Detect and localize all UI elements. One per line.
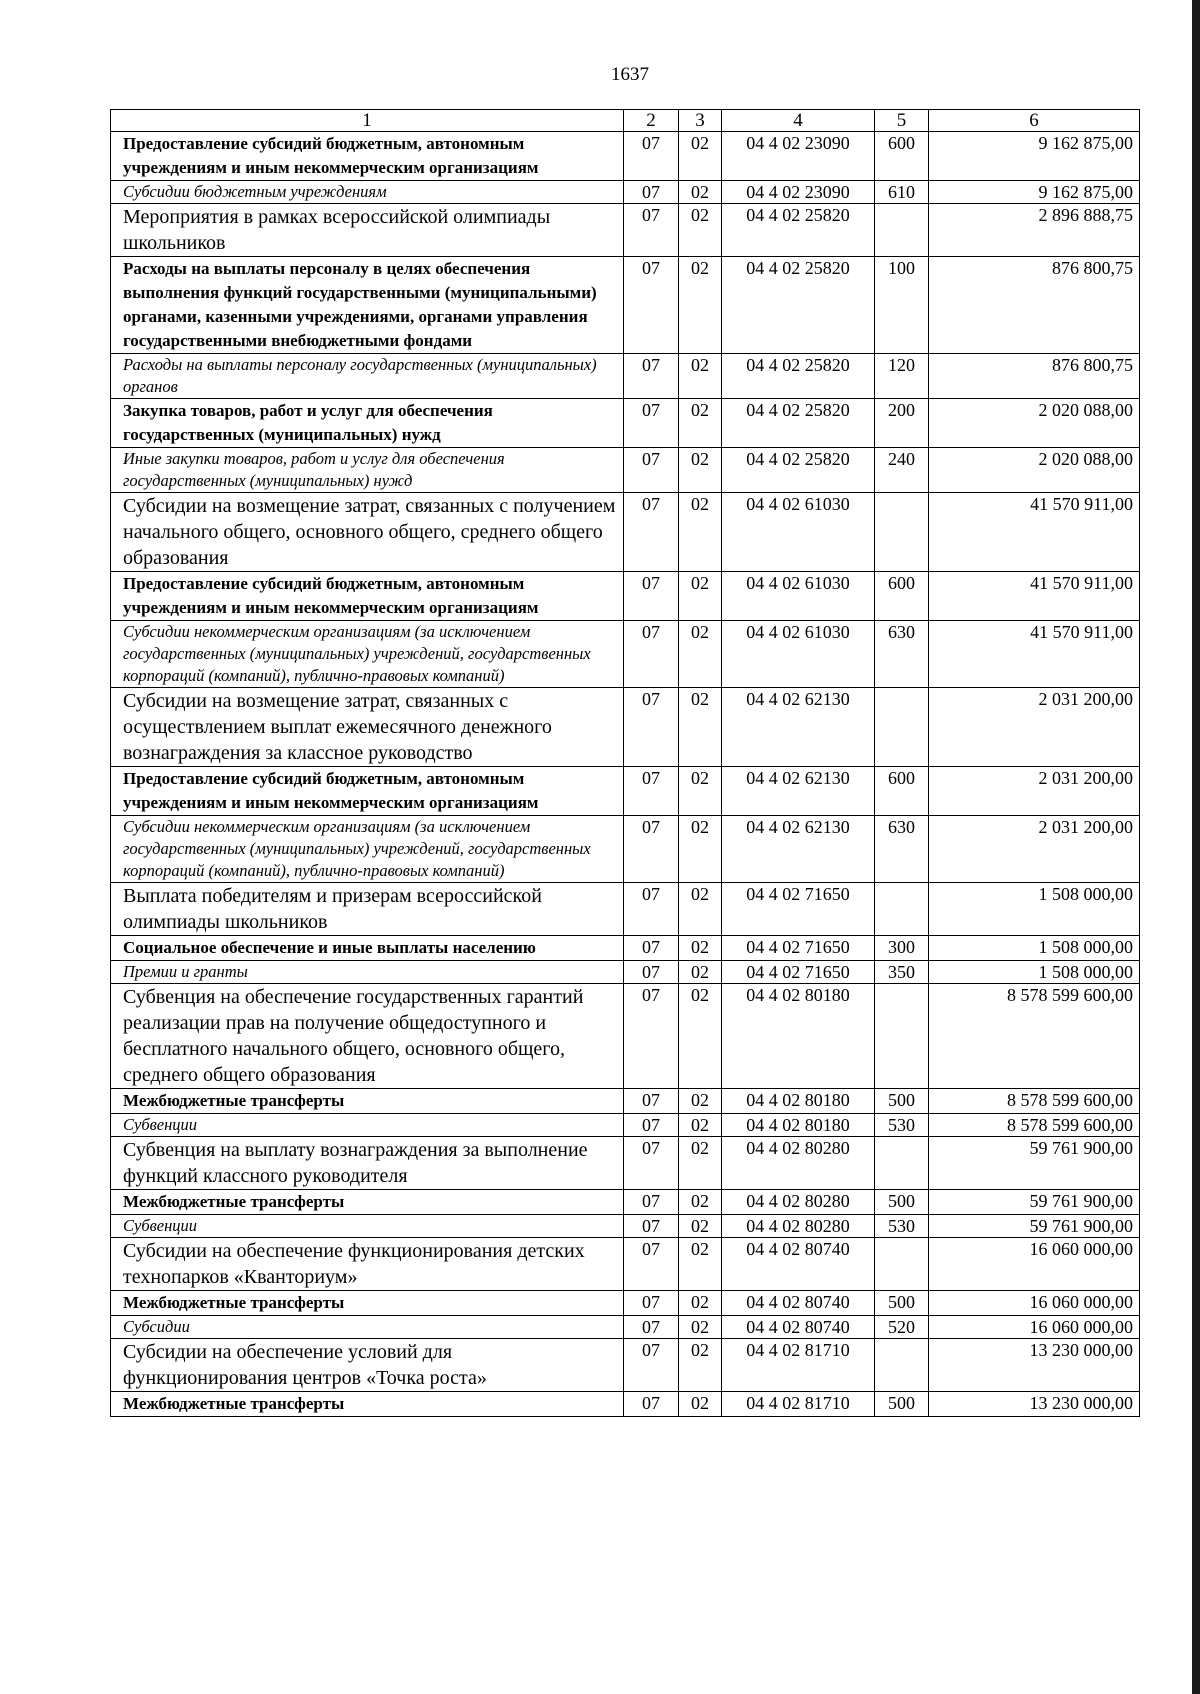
table-body xyxy=(111,132,1140,1417)
page-number: 1637 xyxy=(611,64,649,85)
expense-type-cell xyxy=(875,493,929,572)
amount-cell: 59 761 900,00 xyxy=(929,1190,1140,1215)
row-name-cell: Субвенции xyxy=(111,1114,624,1137)
expense-type-cell: 350 xyxy=(875,961,929,984)
amount-cell: 2 896 888,75 xyxy=(929,204,1140,257)
target-article-cell: 04 4 02 80180 xyxy=(722,1089,875,1114)
amount-cell: 13 230 000,00 xyxy=(929,1392,1140,1417)
expense-type-cell: 240 xyxy=(875,448,929,493)
amount-cell: 41 570 911,00 xyxy=(929,493,1140,572)
table-row xyxy=(111,399,1140,448)
row-name-cell: Иные закупки товаров, работ и услуг для обеспечения государственных (муниципальных) нужд xyxy=(111,448,624,493)
subsection-code-cell: 02 xyxy=(679,493,722,572)
section-code-cell: 07 xyxy=(624,767,679,816)
subsection-code-cell: 02 xyxy=(679,621,722,688)
table-row xyxy=(111,1316,1140,1339)
row-name-cell: Закупка товаров, работ и услуг для обеспечения государственных (муниципальных) нужд xyxy=(111,399,624,448)
table-row xyxy=(111,688,1140,767)
amount-cell: 2 031 200,00 xyxy=(929,767,1140,816)
amount-cell: 8 578 599 600,00 xyxy=(929,1089,1140,1114)
target-article-cell: 04 4 02 80280 xyxy=(722,1190,875,1215)
amount-cell: 9 162 875,00 xyxy=(929,181,1140,204)
section-code-cell: 07 xyxy=(624,1114,679,1137)
amount-cell: 16 060 000,00 xyxy=(929,1316,1140,1339)
row-name-cell: Предоставление субсидий бюджетным, автономным учреждениям и иным некоммерческим организациям xyxy=(111,767,624,816)
subsection-code-cell: 02 xyxy=(679,1137,722,1190)
subsection-code-cell: 02 xyxy=(679,1089,722,1114)
table-row xyxy=(111,493,1140,572)
section-code-cell: 07 xyxy=(624,1137,679,1190)
section-code-cell: 07 xyxy=(624,1392,679,1417)
row-name-cell: Субвенция на обеспечение государственных гарантий реализации прав на получение общедоступного и бесплатного начального общего, основного общего, среднего общего образования xyxy=(111,984,624,1089)
table-row xyxy=(111,1114,1140,1137)
section-code-cell: 07 xyxy=(624,354,679,399)
section-code-cell: 07 xyxy=(624,688,679,767)
section-code-cell: 07 xyxy=(624,204,679,257)
subsection-code-cell: 02 xyxy=(679,767,722,816)
row-name-cell: Выплата победителям и призерам всероссийской олимпиады школьников xyxy=(111,883,624,936)
section-code-cell: 07 xyxy=(624,883,679,936)
row-name-cell: Межбюджетные трансферты xyxy=(111,1291,624,1316)
table-row xyxy=(111,984,1140,1089)
expense-type-cell: 600 xyxy=(875,572,929,621)
section-code-cell: 07 xyxy=(624,572,679,621)
target-article-cell: 04 4 02 80180 xyxy=(722,984,875,1089)
row-name-cell: Межбюджетные трансферты xyxy=(111,1089,624,1114)
amount-cell: 59 761 900,00 xyxy=(929,1215,1140,1238)
table-row xyxy=(111,1339,1140,1392)
target-article-cell: 04 4 02 71650 xyxy=(722,961,875,984)
expense-type-cell: 530 xyxy=(875,1215,929,1238)
scan-right-edge xyxy=(1192,0,1200,1694)
target-article-cell: 04 4 02 80740 xyxy=(722,1316,875,1339)
expense-type-cell: 610 xyxy=(875,181,929,204)
amount-cell: 59 761 900,00 xyxy=(929,1137,1140,1190)
expense-type-cell xyxy=(875,883,929,936)
header-row xyxy=(111,110,1140,132)
section-code-cell: 07 xyxy=(624,961,679,984)
table-row xyxy=(111,1291,1140,1316)
subsection-code-cell: 02 xyxy=(679,883,722,936)
amount-cell: 2 031 200,00 xyxy=(929,688,1140,767)
row-name-cell: Расходы на выплаты персоналу государственных (муниципальных) органов xyxy=(111,354,624,399)
expense-type-cell: 630 xyxy=(875,816,929,883)
subsection-code-cell: 02 xyxy=(679,572,722,621)
table-row xyxy=(111,961,1140,984)
section-code-cell: 07 xyxy=(624,1339,679,1392)
expense-type-cell: 100 xyxy=(875,257,929,354)
subsection-code-cell: 02 xyxy=(679,204,722,257)
row-name-cell: Мероприятия в рамках всероссийской олимпиады школьников xyxy=(111,204,624,257)
subsection-code-cell: 02 xyxy=(679,399,722,448)
target-article-cell: 04 4 02 61030 xyxy=(722,572,875,621)
subsection-code-cell: 02 xyxy=(679,1392,722,1417)
row-name-cell: Субсидии на возмещение затрат, связанных с получением начального общего, основного общего, среднего общего образования xyxy=(111,493,624,572)
row-name-cell: Субсидии некоммерческим организациям (за исключением государственных (муниципальных) учреждений, государственных корпораций (компаний), публично-правовых компаний) xyxy=(111,621,624,688)
expense-type-cell: 500 xyxy=(875,1392,929,1417)
row-name-cell: Субвенция на выплату вознаграждения за выполнение функций классного руководителя xyxy=(111,1137,624,1190)
subsection-code-cell: 02 xyxy=(679,1339,722,1392)
amount-cell: 41 570 911,00 xyxy=(929,621,1140,688)
amount-cell: 9 162 875,00 xyxy=(929,132,1140,181)
target-article-cell: 04 4 02 25820 xyxy=(722,448,875,493)
target-article-cell: 04 4 02 80740 xyxy=(722,1238,875,1291)
section-code-cell: 07 xyxy=(624,984,679,1089)
subsection-code-cell: 02 xyxy=(679,816,722,883)
subsection-code-cell: 02 xyxy=(679,257,722,354)
expense-type-cell: 600 xyxy=(875,132,929,181)
section-code-cell: 07 xyxy=(624,257,679,354)
expense-type-cell: 500 xyxy=(875,1291,929,1316)
expense-type-cell xyxy=(875,1238,929,1291)
row-name-cell: Межбюджетные трансферты xyxy=(111,1190,624,1215)
table-row xyxy=(111,204,1140,257)
table-row xyxy=(111,883,1140,936)
amount-cell: 2 031 200,00 xyxy=(929,816,1140,883)
subsection-code-cell: 02 xyxy=(679,961,722,984)
section-code-cell: 07 xyxy=(624,181,679,204)
amount-cell: 16 060 000,00 xyxy=(929,1291,1140,1316)
table-row xyxy=(111,257,1140,354)
table-row xyxy=(111,1137,1140,1190)
expense-type-cell: 530 xyxy=(875,1114,929,1137)
target-article-cell: 04 4 02 71650 xyxy=(722,936,875,961)
amount-cell: 41 570 911,00 xyxy=(929,572,1140,621)
amount-cell: 1 508 000,00 xyxy=(929,936,1140,961)
expense-type-cell xyxy=(875,688,929,767)
target-article-cell: 04 4 02 25820 xyxy=(722,354,875,399)
section-code-cell: 07 xyxy=(624,1089,679,1114)
row-name-cell: Субсидии бюджетным учреждениям xyxy=(111,181,624,204)
target-article-cell: 04 4 02 61030 xyxy=(722,621,875,688)
row-name-cell: Субсидии на обеспечение функционирования детских технопарков «Кванториум» xyxy=(111,1238,624,1291)
expense-type-cell: 500 xyxy=(875,1190,929,1215)
target-article-cell: 04 4 02 81710 xyxy=(722,1392,875,1417)
expense-type-cell: 500 xyxy=(875,1089,929,1114)
row-name-cell: Субсидии xyxy=(111,1316,624,1339)
expense-type-cell: 120 xyxy=(875,354,929,399)
subsection-code-cell: 02 xyxy=(679,448,722,493)
row-name-cell: Предоставление субсидий бюджетным, автономным учреждениям и иным некоммерческим организациям xyxy=(111,572,624,621)
target-article-cell: 04 4 02 62130 xyxy=(722,767,875,816)
table-row xyxy=(111,572,1140,621)
target-article-cell: 04 4 02 62130 xyxy=(722,688,875,767)
target-article-cell: 04 4 02 80280 xyxy=(722,1137,875,1190)
target-article-cell: 04 4 02 80740 xyxy=(722,1291,875,1316)
subsection-code-cell: 02 xyxy=(679,132,722,181)
target-article-cell: 04 4 02 81710 xyxy=(722,1339,875,1392)
section-code-cell: 07 xyxy=(624,132,679,181)
section-code-cell: 07 xyxy=(624,1190,679,1215)
subsection-code-cell: 02 xyxy=(679,984,722,1089)
row-name-cell: Субсидии на обеспечение условий для функционирования центров «Точка роста» xyxy=(111,1339,624,1392)
subsection-code-cell: 02 xyxy=(679,181,722,204)
row-name-cell: Межбюджетные трансферты xyxy=(111,1392,624,1417)
row-name-cell: Предоставление субсидий бюджетным, автономным учреждениям и иным некоммерческим организациям xyxy=(111,132,624,181)
section-code-cell: 07 xyxy=(624,1215,679,1238)
row-name-cell: Социальное обеспечение и иные выплаты населению xyxy=(111,936,624,961)
target-article-cell: 04 4 02 80280 xyxy=(722,1215,875,1238)
header-cell-3: 3 xyxy=(679,110,722,132)
table-row xyxy=(111,767,1140,816)
target-article-cell: 04 4 02 62130 xyxy=(722,816,875,883)
subsection-code-cell: 02 xyxy=(679,688,722,767)
subsection-code-cell: 02 xyxy=(679,936,722,961)
table-row xyxy=(111,936,1140,961)
target-article-cell: 04 4 02 25820 xyxy=(722,257,875,354)
table-row xyxy=(111,132,1140,181)
header-cell-6: 6 xyxy=(929,110,1140,132)
amount-cell: 1 508 000,00 xyxy=(929,883,1140,936)
target-article-cell: 04 4 02 71650 xyxy=(722,883,875,936)
expense-type-cell: 300 xyxy=(875,936,929,961)
table-row xyxy=(111,1238,1140,1291)
row-name-cell: Субвенции xyxy=(111,1215,624,1238)
budget-table xyxy=(110,109,1140,1417)
target-article-cell: 04 4 02 61030 xyxy=(722,493,875,572)
row-name-cell: Субсидии на возмещение затрат, связанных с осуществлением выплат ежемесячного денежного вознаграждения за классное руководство xyxy=(111,688,624,767)
amount-cell: 8 578 599 600,00 xyxy=(929,1114,1140,1137)
expense-type-cell: 600 xyxy=(875,767,929,816)
table-row xyxy=(111,448,1140,493)
table-row xyxy=(111,621,1140,688)
expense-type-cell xyxy=(875,984,929,1089)
amount-cell: 8 578 599 600,00 xyxy=(929,984,1140,1089)
section-code-cell: 07 xyxy=(624,1291,679,1316)
section-code-cell: 07 xyxy=(624,399,679,448)
subsection-code-cell: 02 xyxy=(679,354,722,399)
expense-type-cell xyxy=(875,1339,929,1392)
header-cell-2: 2 xyxy=(624,110,679,132)
section-code-cell: 07 xyxy=(624,936,679,961)
subsection-code-cell: 02 xyxy=(679,1190,722,1215)
amount-cell: 2 020 088,00 xyxy=(929,448,1140,493)
row-name-cell: Субсидии некоммерческим организациям (за исключением государственных (муниципальных) учреждений, государственных корпораций (компаний), публично-правовых компаний) xyxy=(111,816,624,883)
header-cell-1: 1 xyxy=(111,110,624,132)
table-row xyxy=(111,1190,1140,1215)
expense-type-cell xyxy=(875,1137,929,1190)
subsection-code-cell: 02 xyxy=(679,1114,722,1137)
table-row xyxy=(111,181,1140,204)
table-row xyxy=(111,354,1140,399)
expense-type-cell xyxy=(875,204,929,257)
subsection-code-cell: 02 xyxy=(679,1316,722,1339)
amount-cell: 16 060 000,00 xyxy=(929,1238,1140,1291)
section-code-cell: 07 xyxy=(624,621,679,688)
amount-cell: 876 800,75 xyxy=(929,354,1140,399)
target-article-cell: 04 4 02 25820 xyxy=(722,204,875,257)
target-article-cell: 04 4 02 23090 xyxy=(722,181,875,204)
expense-type-cell: 630 xyxy=(875,621,929,688)
section-code-cell: 07 xyxy=(624,448,679,493)
header-cell-4: 4 xyxy=(722,110,875,132)
section-code-cell: 07 xyxy=(624,816,679,883)
target-article-cell: 04 4 02 25820 xyxy=(722,399,875,448)
table-row xyxy=(111,1215,1140,1238)
table-row xyxy=(111,816,1140,883)
section-code-cell: 07 xyxy=(624,1316,679,1339)
table-row xyxy=(111,1089,1140,1114)
amount-cell: 876 800,75 xyxy=(929,257,1140,354)
amount-cell: 13 230 000,00 xyxy=(929,1339,1140,1392)
expense-type-cell: 520 xyxy=(875,1316,929,1339)
subsection-code-cell: 02 xyxy=(679,1215,722,1238)
section-code-cell: 07 xyxy=(624,1238,679,1291)
target-article-cell: 04 4 02 23090 xyxy=(722,132,875,181)
subsection-code-cell: 02 xyxy=(679,1291,722,1316)
section-code-cell: 07 xyxy=(624,493,679,572)
table-row xyxy=(111,1392,1140,1417)
row-name-cell: Премии и гранты xyxy=(111,961,624,984)
amount-cell: 2 020 088,00 xyxy=(929,399,1140,448)
amount-cell: 1 508 000,00 xyxy=(929,961,1140,984)
expense-type-cell: 200 xyxy=(875,399,929,448)
row-name-cell: Расходы на выплаты персоналу в целях обеспечения выполнения функций государственными (муниципальными) органами, казенными учреждениями, органами управления государственными внебюджетными фондами xyxy=(111,257,624,354)
subsection-code-cell: 02 xyxy=(679,1238,722,1291)
target-article-cell: 04 4 02 80180 xyxy=(722,1114,875,1137)
header-cell-5: 5 xyxy=(875,110,929,132)
